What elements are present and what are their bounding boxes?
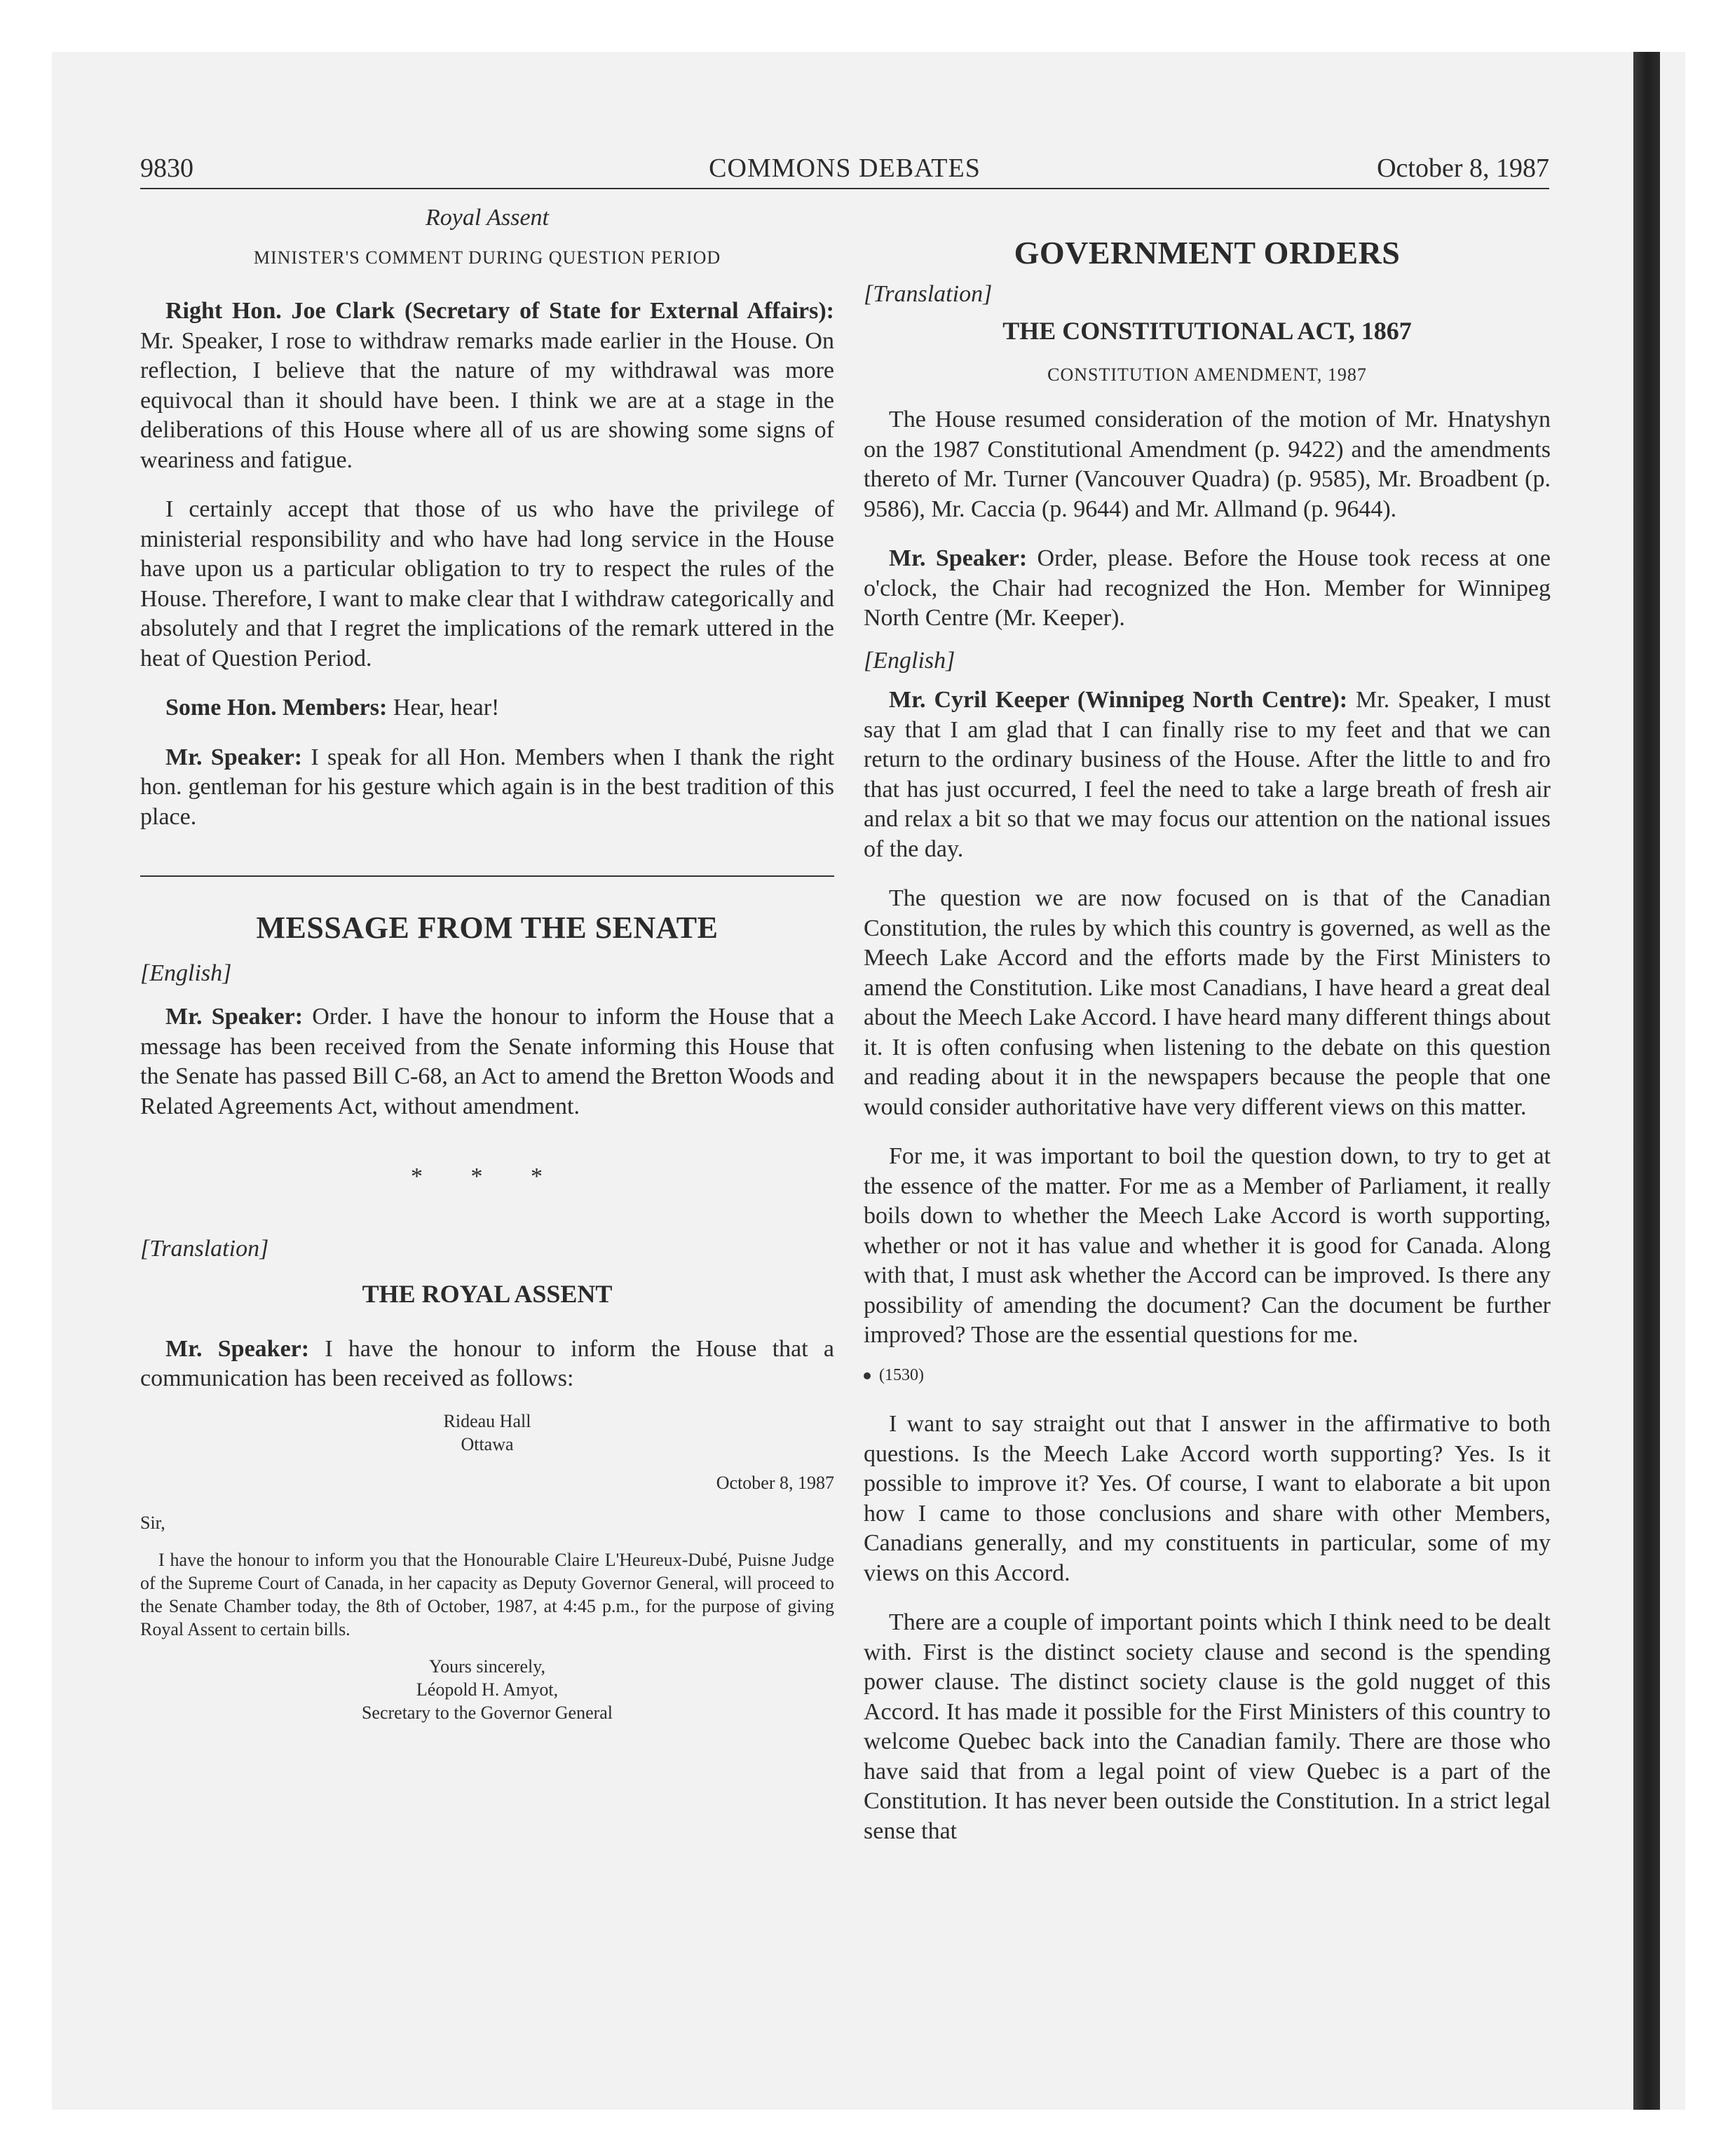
header-date: October 8, 1987 xyxy=(1377,153,1549,183)
scan-edge xyxy=(1633,52,1660,2110)
running-header xyxy=(140,153,1549,189)
government-orders-heading: GOVERNMENT ORDERS xyxy=(1014,235,1401,271)
timestamp: (1530) xyxy=(864,1360,1551,1391)
clark-speaker: Right Hon. Joe Clark (Secretary of State for External Affairs): xyxy=(165,298,834,324)
letter-signatory: Léopold H. Amyot, xyxy=(416,1679,559,1700)
speaker-label: Mr. Speaker: xyxy=(165,744,303,770)
keeper-paragraph-5: There are a couple of important points which I think need to be dealt with. First is the distinct society clause and second is the spending power clause. The distinct society clause is the gold nugget of this Accord. It has made it possible for the First Ministers of this country to welcome Quebec back into the Canadian family. There are those who have said that from a legal point of view Quebec is a part of the Constitution. It has never been outside the Constitution. In a strict legal sense that xyxy=(864,1609,1551,1844)
bullet-icon xyxy=(864,1372,871,1379)
speaker-paragraph-1: Mr. Speaker: I speak for all Hon. Members when I thank the right hon. gentleman for his gesture which again is in the best tradition of this place. xyxy=(140,744,835,830)
translation-tag: [Translation] xyxy=(140,1235,269,1262)
section-stars: * * * xyxy=(411,1164,564,1189)
left-column xyxy=(140,203,834,1724)
keeper-paragraph-2: The question we are now focused on is that of the Canadian Constitution, the rules by which this country is governed, as well as the Meech Lake Accord and the efforts made by the First Ministers to amend the Constitution. Like most Canadians, I have heard a great deal about the Meech Lake Accord. I have heard many different things about it. It is often confusing when listening to the debate on this question and reading about it in the newspapers because the people that one would consider authoritative have very different views on this matter. xyxy=(864,885,1551,1120)
keeper-paragraph-1: Mr. Cyril Keeper (Winnipeg North Centre): Mr. Speaker, I must say that I am glad that I can finally rise to my feet and that we can return to the ordinary business of the House. After the little to and fro that has just occurred, I feel the need to take a large breath of fresh air and relax a bit so that we may focus our attention on the national issues of the day. xyxy=(864,687,1551,862)
letter-place-2: Ottawa xyxy=(461,1433,514,1454)
letter-signatory-title: Secretary to the Governor General xyxy=(361,1702,613,1723)
english-tag: [English] xyxy=(864,647,955,674)
royal-assent-letter xyxy=(140,1410,834,1724)
translation-tag: [Translation] xyxy=(864,280,993,307)
clark-paragraph-2: I certainly accept that those of us who have the privilege of ministerial responsibility and who have had long service in the House have upon us a particular obligation to try to respect the rules of the House. Therefore, I want to make clear that I withdraw categorically and absolutely and that I regret the implications of the remark uttered in the heat of Question Period. xyxy=(140,496,834,671)
resumed-paragraph: The House resumed consideration of the motion of Mr. Hnatyshyn on the 1987 Constitutional Amendment (p. 9422) and the amendments thereto of Mr. Turner (Vancouver Quadra) (p. 9585), Mr. Broadbent (p. 9586), Mr. Caccia (p. 9644) and Mr. Allmand (p. 9644). xyxy=(864,407,1551,522)
keeper-speaker: Mr. Cyril Keeper (Winnipeg North Centre): xyxy=(889,687,1348,713)
speaker-label: Mr. Speaker: xyxy=(165,1335,310,1362)
keeper-paragraph-4: I want to say straight out that I answer in the affirmative to both questions. Is the Meech Lake Accord worth supporting? Yes. Is it possible to improve it? Yes. Of course, I want to elaborate a bit upon how I came to those conclusions and share with other Members, Canadians generally, and my constituents in particular, some of my views on this Accord. xyxy=(864,1411,1551,1586)
royal-assent-title: THE ROYAL ASSENT xyxy=(362,1280,613,1308)
members-speaker: Some Hon. Members: xyxy=(165,695,388,721)
letter-body: I have the honour to inform you that the Honourable Claire L'Heureux-Dubé, Puisne Judge of the Supreme Court of Canada, in her capacity as Deputy Governor General, will proceed to the Senate Chamber today, the 8th of October, 1987, at 4:45 p.m., for the purpose of giving Royal Assent to certain bills. xyxy=(140,1549,834,1639)
members-paragraph: Some Hon. Members: Hear, hear! xyxy=(165,695,500,721)
speaker-label: Mr. Speaker: xyxy=(165,1004,304,1030)
clark-paragraph-1: Right Hon. Joe Clark (Secretary of State for External Affairs): Mr. Speaker, I rose to withdraw remarks made earlier in the House. On reflection, I believe that the nature of my withdrawal was more equivocal than it should have been. I think we are at a stage in the deliberations of this House where all of us are showing some signs of weariness and fatigue. xyxy=(140,298,834,473)
letter-salutation: Sir, xyxy=(140,1512,165,1533)
minister-comment-heading: MINISTER'S COMMENT DURING QUESTION PERIOD xyxy=(253,247,721,268)
speaker-paragraph-2: Mr. Speaker: Order. I have the honour to inform the House that a message has been received from the Senate informing this House that the Senate has passed Bill C-68, an Act to amend the Bretton Woods and Related Agreements Act, without amendment. xyxy=(140,1004,835,1119)
section-divider xyxy=(140,875,834,877)
english-tag: [English] xyxy=(140,960,232,986)
letter-closing: Yours sincerely, xyxy=(428,1656,546,1677)
letter-date: October 8, 1987 xyxy=(716,1472,834,1493)
royal-assent-heading: Royal Assent xyxy=(426,205,549,231)
keeper-paragraph-3: For me, it was important to boil the question down, to try to get at the essence of the matter. For me as a Member of Parliament, it really boils down to whether the Meech Lake Accord is worth supporting, whether or not it has value and whether it is good for Canada. Along with that, I must ask whether the Accord can be improved. Is there any possibility of amending the document? Can the document be further improved? Those are the essential questions for me. xyxy=(864,1143,1551,1348)
constitution-amendment-heading: CONSTITUTION AMENDMENT, 1987 xyxy=(1047,364,1367,385)
constitutional-act-heading: THE CONSTITUTIONAL ACT, 1867 xyxy=(1002,317,1412,345)
right-column xyxy=(864,203,1551,1846)
speaker-paragraph-3: Mr. Speaker: I have the honour to inform the House that a communication has been received as follows: xyxy=(140,1335,835,1391)
page-number: 9830 xyxy=(140,153,193,183)
senate-heading: MESSAGE FROM THE SENATE xyxy=(256,910,719,945)
publication-title: COMMONS DEBATES xyxy=(709,153,981,183)
letter-place-1: Rideau Hall xyxy=(443,1410,531,1431)
speaker-label: Mr. Speaker: xyxy=(889,545,1028,571)
speaker-paragraph: Mr. Speaker: Order, please. Before the House took recess at one o'clock, the Chair had recognized the Hon. Member for Winnipeg North Centre (Mr. Keeper). xyxy=(864,545,1551,631)
